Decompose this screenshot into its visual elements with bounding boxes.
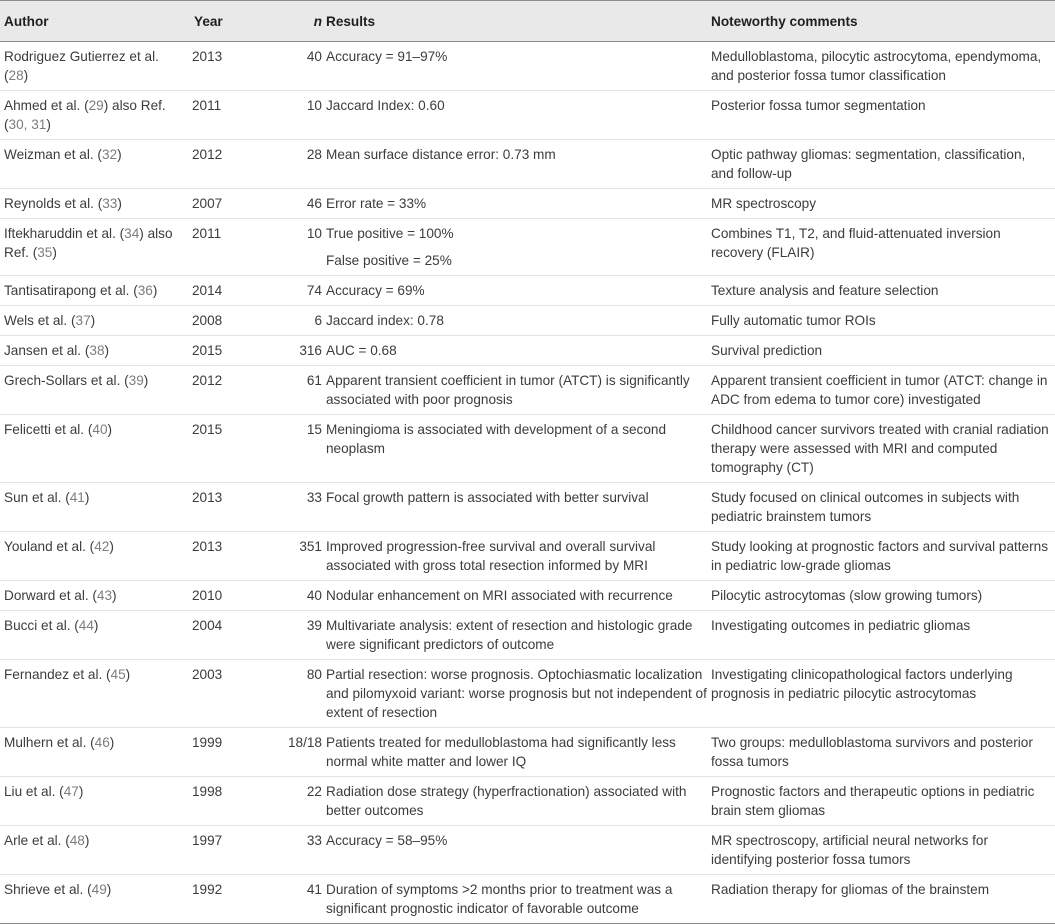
author-closing: ) — [152, 283, 158, 298]
author-name: Weizman et al. ( — [4, 147, 102, 162]
cell-author — [0, 581, 190, 611]
cell-results — [326, 875, 711, 924]
cell-year: 2007 — [190, 189, 250, 219]
table-row — [0, 219, 1055, 276]
author-name: Arle et al. ( — [4, 833, 70, 848]
cell-comments: Apparent transient coefficient in tumor (ATCT: change in ADC from edema to tumor core) investigated — [711, 366, 1055, 415]
result-line: False positive = 25% — [326, 253, 452, 268]
reference-link[interactable]: 44 — [78, 618, 94, 633]
result-line: Error rate = 33% — [326, 196, 427, 211]
cell-year: 1992 — [190, 875, 250, 924]
cell-comments: MR spectroscopy — [711, 189, 1055, 219]
table-row — [0, 660, 1055, 728]
reference-link[interactable]: 35 — [37, 245, 53, 260]
cell-results — [326, 219, 711, 276]
cell-n: 61 — [250, 366, 326, 415]
result-line: Mean surface distance error: 0.73 mm — [326, 147, 556, 162]
cell-author — [0, 366, 190, 415]
cell-comments: Investigating clinicopathological factors underlying prognosis in pediatric pilocytic astrocytomas — [711, 660, 1055, 728]
reference-link[interactable]: 33 — [102, 196, 118, 211]
cell-year: 2004 — [190, 611, 250, 660]
reference-link[interactable]: 45 — [110, 667, 126, 682]
cell-comments: MR spectroscopy, artificial neural networks for identifying posterior fossa tumors — [711, 826, 1055, 875]
cell-n: 15 — [250, 415, 326, 483]
author-closing: ) — [117, 196, 122, 211]
table-row — [0, 826, 1055, 875]
cell-n: 351 — [250, 532, 326, 581]
result-line: Radiation dose strategy (hyperfractionation) associated with better outcomes — [326, 784, 687, 818]
header-author: Author — [0, 1, 190, 42]
author-also-ref: ) also Ref. ( — [4, 98, 166, 132]
author-name: Grech-Sollars et al. ( — [4, 373, 129, 388]
table-row — [0, 581, 1055, 611]
author-name: Wels et al. ( — [4, 313, 76, 328]
cell-year: 2013 — [190, 532, 250, 581]
reference-link[interactable]: 36 — [137, 283, 153, 298]
cell-year: 2013 — [190, 483, 250, 532]
cell-comments: Prognostic factors and therapeutic options in pediatric brain stem gliomas — [711, 777, 1055, 826]
author-closing: ) — [23, 68, 29, 83]
reference-link[interactable]: 39 — [128, 373, 144, 388]
cell-comments: Study looking at prognostic factors and survival patterns in pediatric low-grade gliomas — [711, 532, 1055, 581]
author-name: Ahmed et al. ( — [4, 98, 89, 113]
cell-author — [0, 189, 190, 219]
result-line: Partial resection: worse prognosis. Optochiasmatic localization and pilomyxoid variant: worse prognosis but not independent of extent of resection — [326, 667, 707, 720]
cell-results — [326, 415, 711, 483]
cell-results — [326, 777, 711, 826]
result-line: Nodular enhancement on MRI associated with recurrence — [326, 588, 673, 603]
cell-author — [0, 826, 190, 875]
cell-n: 74 — [250, 276, 326, 306]
cell-results — [326, 581, 711, 611]
reference-link[interactable]: 43 — [96, 588, 113, 603]
cell-n: 22 — [250, 777, 326, 826]
cell-year: 2003 — [190, 660, 250, 728]
cell-author — [0, 875, 190, 924]
table-row — [0, 140, 1055, 189]
author-closing: ) — [107, 422, 113, 437]
cell-results — [326, 532, 711, 581]
cell-year: 2011 — [190, 91, 250, 140]
cell-n: 46 — [250, 189, 326, 219]
cell-n: 6 — [250, 306, 326, 336]
author-name: Dorward et al. ( — [4, 588, 97, 603]
result-line: Duration of symptoms >2 months prior to treatment was a significant prognostic indicator of favorable outcome — [326, 882, 673, 916]
table-row — [0, 415, 1055, 483]
cell-n: 39 — [250, 611, 326, 660]
cell-n: 10 — [250, 91, 326, 140]
author-closing: ) — [109, 539, 114, 554]
cell-results — [326, 366, 711, 415]
reference-link[interactable]: 37 — [75, 313, 91, 328]
author-name: Reynolds et al. ( — [4, 196, 103, 211]
cell-comments: Study focused on clinical outcomes in subjects with pediatric brainstem tumors — [711, 483, 1055, 532]
result-line: Meningioma is associated with development of a second neoplasm — [326, 422, 667, 456]
cell-comments: Two groups: medulloblastoma survivors and posterior fossa tumors — [711, 728, 1055, 777]
author-closing: ) — [52, 245, 57, 260]
cell-comments: Medulloblastoma, pilocytic astrocytoma, ependymoma, and posterior fossa tumor classification — [711, 42, 1055, 91]
reference-link[interactable]: 28 — [8, 68, 24, 83]
cell-author — [0, 91, 190, 140]
table-row — [0, 42, 1055, 91]
author-closing: ) — [125, 667, 131, 682]
cell-year: 2012 — [190, 140, 250, 189]
cell-comments: Fully automatic tumor ROIs — [711, 306, 1055, 336]
table-row — [0, 875, 1055, 924]
cell-author — [0, 42, 190, 91]
cell-n: 28 — [250, 140, 326, 189]
table-row — [0, 336, 1055, 366]
author-name: Fernandez et al. ( — [4, 667, 111, 682]
result-line: Jaccard Index: 0.60 — [326, 98, 445, 113]
result-line: Patients treated for medulloblastoma had significantly less normal white matter and lower IQ — [326, 735, 676, 769]
header-row — [0, 1, 1055, 42]
reference-link[interactable]: 42 — [94, 539, 110, 554]
result-line: AUC = 0.68 — [326, 343, 397, 358]
cell-n: 41 — [250, 875, 326, 924]
result-line: True positive = 100% — [326, 226, 454, 241]
author-closing: ) — [109, 735, 115, 750]
author-name: Iftekharuddin et al. ( — [4, 226, 125, 241]
author-name: Youland et al. ( — [4, 539, 95, 554]
result-line: Apparent transient coefficient in tumor (ATCT) is significantly associated with poor prognosis — [326, 373, 690, 407]
header-results: Results — [326, 1, 711, 42]
author-closing: ) — [78, 784, 84, 799]
reference-link[interactable]: 30, 31 — [8, 117, 47, 132]
cell-comments: Investigating outcomes in pediatric gliomas — [711, 611, 1055, 660]
cell-author — [0, 777, 190, 826]
reference-link[interactable]: 48 — [69, 833, 85, 848]
cell-year: 2010 — [190, 581, 250, 611]
author-closing: ) — [143, 373, 149, 388]
cell-n: 33 — [250, 826, 326, 875]
author-also-ref: ) also Ref. ( — [4, 226, 173, 260]
author-closing: ) — [46, 117, 51, 132]
header-n: n — [250, 1, 326, 42]
cell-author — [0, 306, 190, 336]
cell-author — [0, 276, 190, 306]
cell-author — [0, 728, 190, 777]
cell-comments: Childhood cancer survivors treated with cranial radiation therapy were assessed with MRI and computed tomography (CT) — [711, 415, 1055, 483]
author-name: Rodriguez Gutierrez et al. ( — [4, 49, 159, 83]
cell-results — [326, 306, 711, 336]
cell-results — [326, 611, 711, 660]
result-line: Accuracy = 91–97% — [326, 49, 448, 64]
cell-year: 2015 — [190, 336, 250, 366]
cell-results — [326, 483, 711, 532]
cell-author — [0, 660, 190, 728]
author-name: Sun et al. ( — [4, 490, 70, 505]
author-name: Liu et al. ( — [4, 784, 64, 799]
cell-year: 2015 — [190, 415, 250, 483]
author-name: Mulhern et al. ( — [4, 735, 95, 750]
cell-comments: Radiation therapy for gliomas of the brainstem — [711, 875, 1055, 924]
cell-results — [326, 42, 711, 91]
cell-n: 316 — [250, 336, 326, 366]
cell-comments: Pilocytic astrocytomas (slow growing tumors) — [711, 581, 1055, 611]
cell-author — [0, 140, 190, 189]
cell-results — [326, 276, 711, 306]
author-closing: ) — [104, 343, 110, 358]
table-row — [0, 483, 1055, 532]
cell-comments: Posterior fossa tumor segmentation — [711, 91, 1055, 140]
author-closing: ) — [93, 618, 99, 633]
author-name: Tantisatirapong et al. ( — [4, 283, 138, 298]
cell-results — [326, 826, 711, 875]
cell-results — [326, 91, 711, 140]
author-name: Shrieve et al. ( — [4, 882, 92, 897]
author-closing: ) — [112, 588, 117, 603]
author-closing: ) — [84, 490, 90, 505]
reference-link[interactable]: 40 — [92, 422, 108, 437]
cell-results — [326, 660, 711, 728]
cell-comments: Survival prediction — [711, 336, 1055, 366]
result-line: Improved progression-free survival and overall survival associated with gross total resection informed by MRI — [326, 539, 656, 573]
table-row — [0, 306, 1055, 336]
result-line: Accuracy = 69% — [326, 283, 425, 298]
cell-results — [326, 189, 711, 219]
table-row — [0, 611, 1055, 660]
cell-comments: Texture analysis and feature selection — [711, 276, 1055, 306]
cell-author — [0, 611, 190, 660]
cell-year: 2014 — [190, 276, 250, 306]
reference-link[interactable]: 47 — [63, 784, 79, 799]
cell-author — [0, 483, 190, 532]
cell-results — [326, 140, 711, 189]
cell-author — [0, 532, 190, 581]
author-closing: ) — [117, 147, 122, 162]
reference-link[interactable]: 32 — [101, 147, 118, 162]
cell-year: 2013 — [190, 42, 250, 91]
reference-link[interactable]: 41 — [69, 490, 85, 505]
table-row — [0, 366, 1055, 415]
cell-n: 40 — [250, 581, 326, 611]
cell-year: 1999 — [190, 728, 250, 777]
author-name: Felicetti et al. ( — [4, 422, 93, 437]
table-row — [0, 91, 1055, 140]
cell-n: 18/18 — [250, 728, 326, 777]
cell-year: 1997 — [190, 826, 250, 875]
cell-n: 33 — [250, 483, 326, 532]
header-comments: Noteworthy comments — [711, 1, 1055, 42]
cell-comments: Combines T1, T2, and fluid-attenuated inversion recovery (FLAIR) — [711, 219, 1055, 276]
reference-link[interactable]: 34 — [124, 226, 140, 241]
table-row — [0, 189, 1055, 219]
cell-year: 2008 — [190, 306, 250, 336]
reference-link[interactable]: 49 — [91, 882, 107, 897]
header-year: Year — [190, 1, 250, 42]
cell-year: 2011 — [190, 219, 250, 276]
reference-link[interactable]: 29 — [88, 98, 104, 113]
cell-year: 1998 — [190, 777, 250, 826]
cell-results — [326, 728, 711, 777]
reference-link[interactable]: 38 — [89, 343, 105, 358]
cell-results — [326, 336, 711, 366]
author-name: Jansen et al. ( — [4, 343, 90, 358]
result-line: Jaccard index: 0.78 — [326, 313, 444, 328]
cell-n: 10 — [250, 219, 326, 276]
cell-author — [0, 415, 190, 483]
cell-year: 2012 — [190, 366, 250, 415]
cell-n: 40 — [250, 42, 326, 91]
result-line: Multivariate analysis: extent of resection and histologic grade were significant predictors of outcome — [326, 618, 693, 652]
author-closing: ) — [106, 882, 112, 897]
author-closing: ) — [84, 833, 90, 848]
table-row — [0, 276, 1055, 306]
reference-link[interactable]: 46 — [94, 735, 110, 750]
table-body — [0, 42, 1055, 924]
cell-comments: Optic pathway gliomas: segmentation, classification, and follow-up — [711, 140, 1055, 189]
result-line: Focal growth pattern is associated with better survival — [326, 490, 649, 505]
cell-author — [0, 219, 190, 276]
table-row — [0, 532, 1055, 581]
result-line: Accuracy = 58–95% — [326, 833, 448, 848]
cell-n: 80 — [250, 660, 326, 728]
table-row — [0, 777, 1055, 826]
cell-author — [0, 336, 190, 366]
author-closing: ) — [90, 313, 96, 328]
table-row — [0, 728, 1055, 777]
author-name: Bucci et al. ( — [4, 618, 79, 633]
